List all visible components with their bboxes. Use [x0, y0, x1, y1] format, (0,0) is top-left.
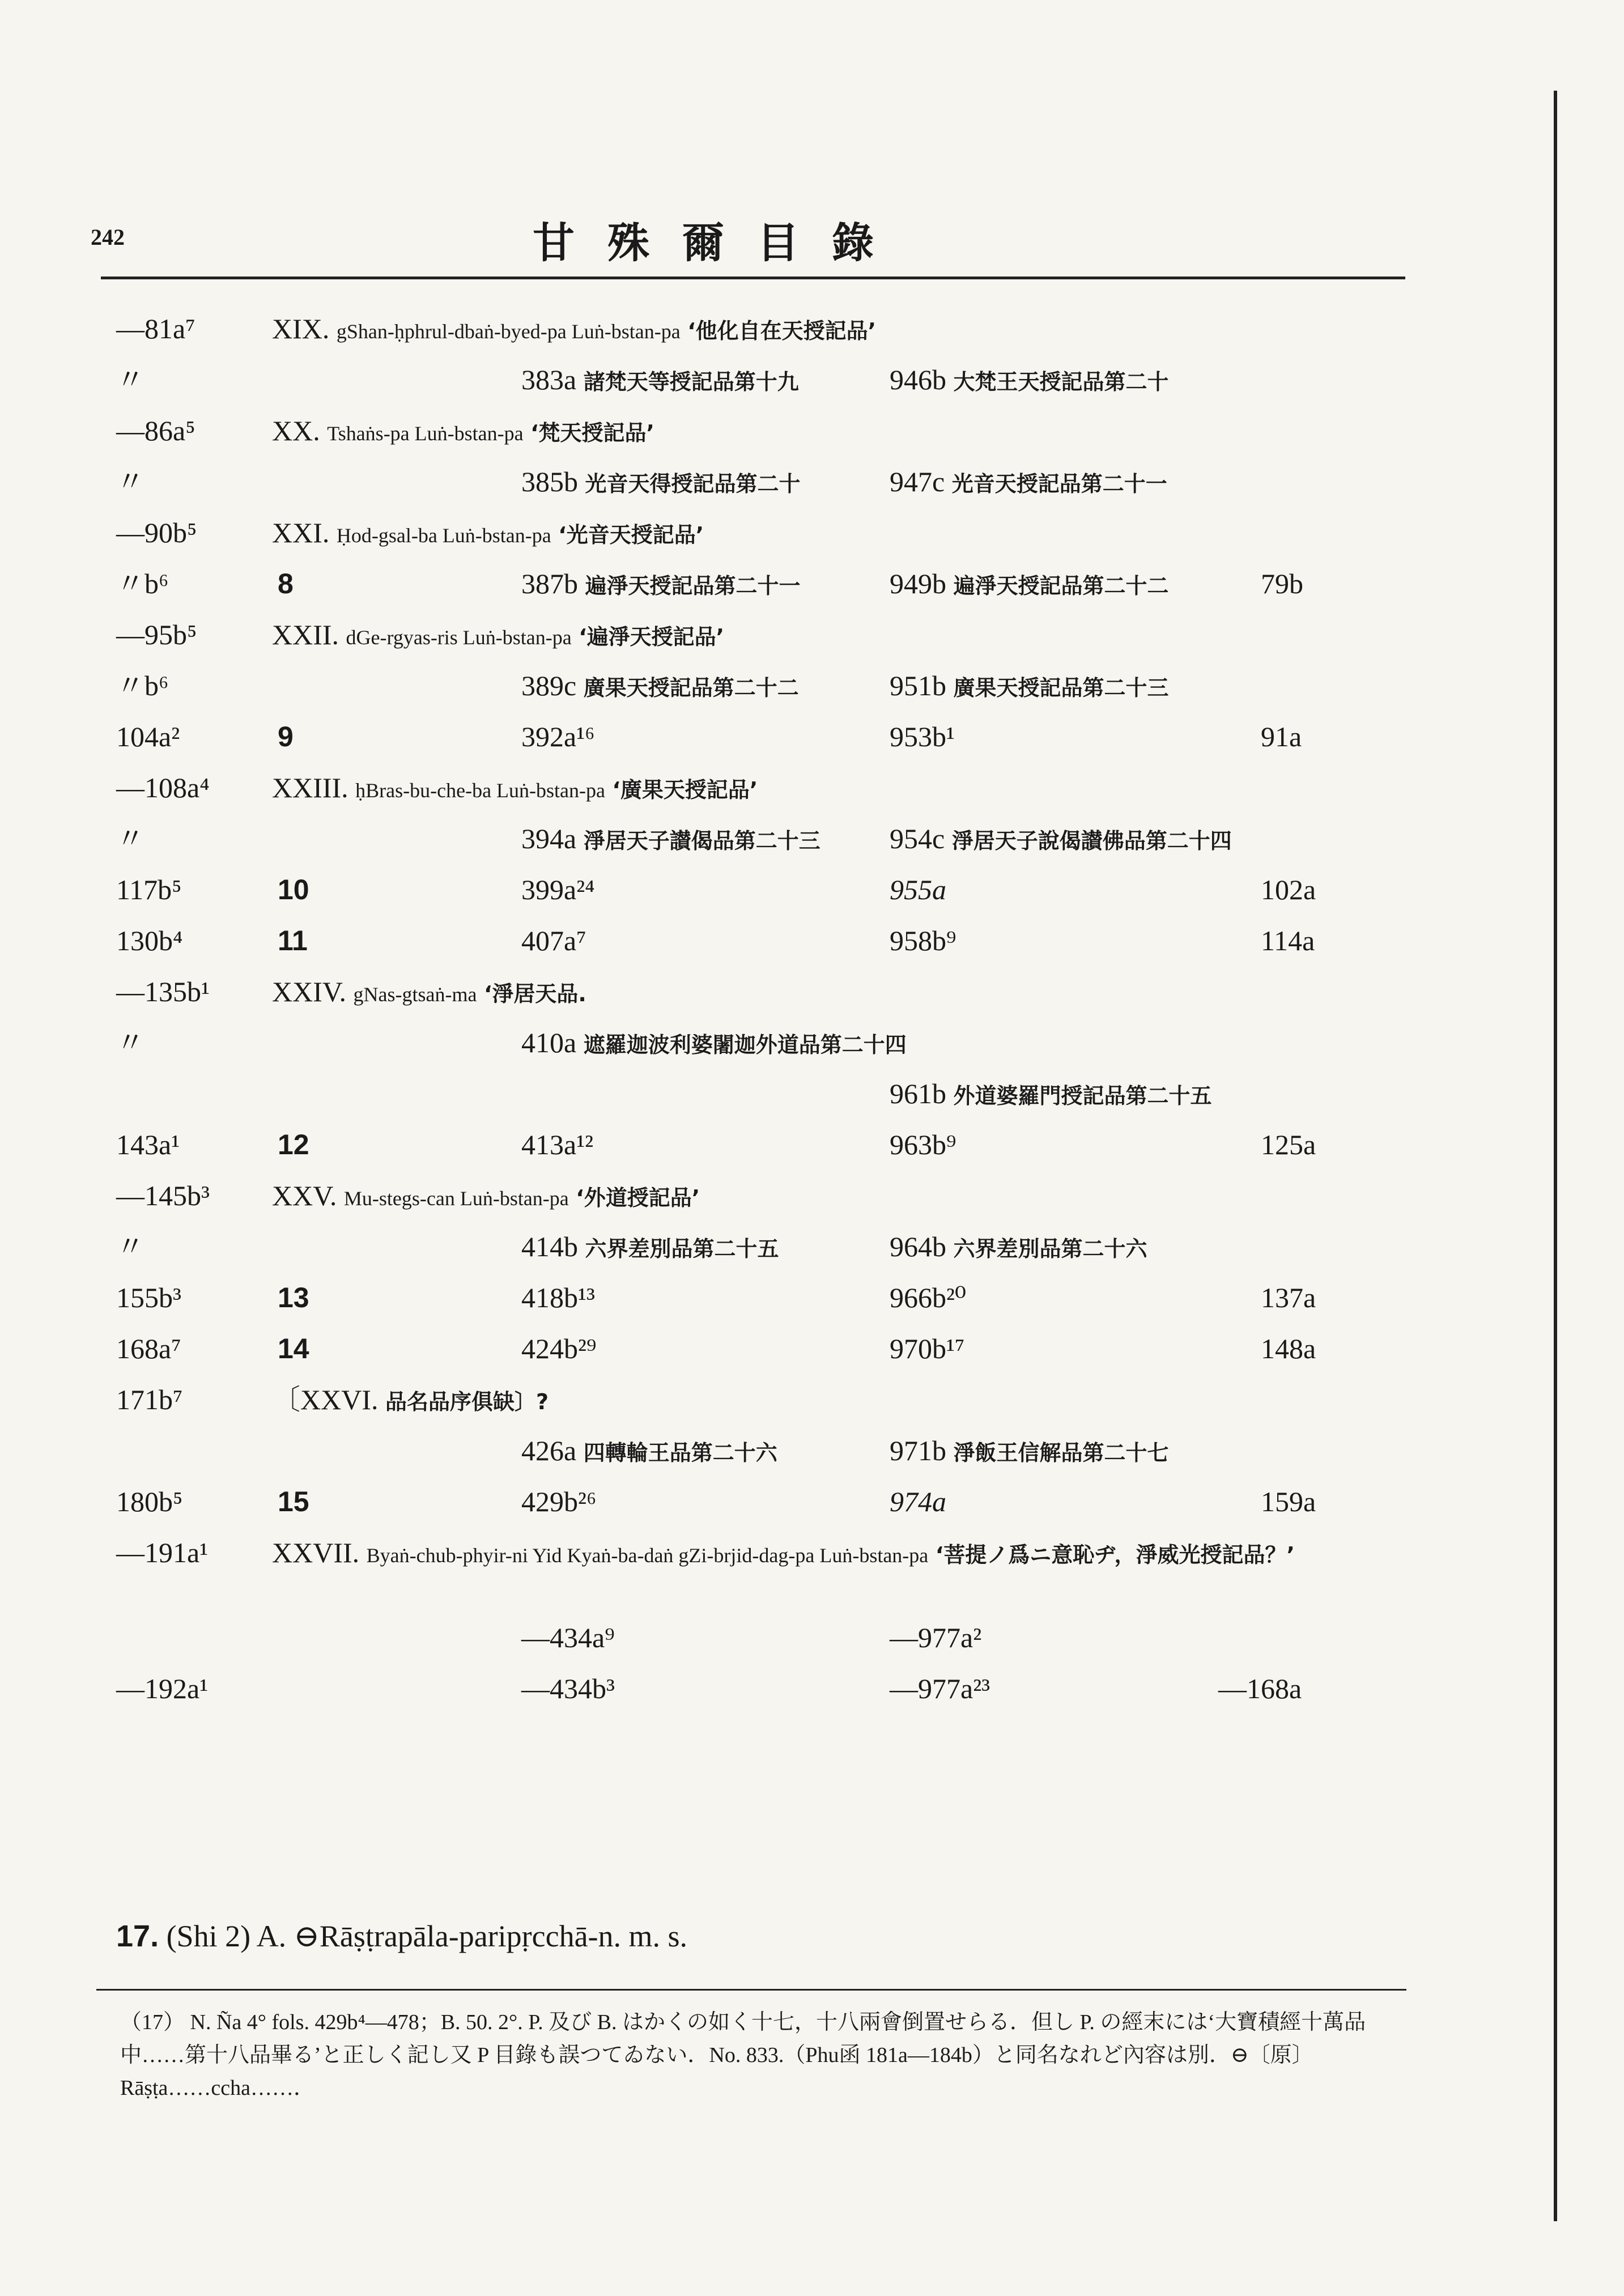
folio-ref: —191a¹ — [116, 1537, 209, 1568]
header-rule — [101, 277, 1405, 279]
chapter-numeral: XXV. — [272, 1180, 337, 1211]
v1-ref — [521, 1330, 596, 1367]
v1-ref — [521, 362, 799, 400]
table-row — [0, 616, 1405, 667]
table-row — [0, 769, 1405, 820]
v1-ref — [521, 1483, 596, 1520]
chapter-title — [272, 311, 876, 350]
v2-ref — [890, 1075, 1212, 1114]
page-ref: 125a — [1261, 1129, 1316, 1160]
table-row — [0, 1126, 1405, 1177]
table-row — [0, 1228, 1405, 1279]
chapter-numeral: XXI. — [272, 517, 330, 549]
entry-number: 17. — [116, 1919, 159, 1953]
v2-ref — [890, 1279, 966, 1316]
page-ref: 964b — [890, 1231, 946, 1262]
v2-ref — [890, 1126, 956, 1163]
folio-ref: 130b⁴ — [116, 925, 183, 956]
page-ref: 966b²⁰ — [890, 1282, 967, 1313]
tibetan-title: dGe-rgyas-ris Luṅ-bstan-pa — [346, 626, 572, 649]
page-ref: 385b — [521, 466, 578, 498]
folio-ref: —135b¹ — [116, 976, 210, 1007]
v2-ref — [890, 1432, 1169, 1471]
section-number: 13 — [278, 1282, 309, 1313]
folio-ref: 180b⁵ — [116, 1486, 183, 1517]
chapter-label: 淨飯王信解品第二十七 — [953, 1440, 1169, 1465]
footnote: （17） N. Ña 4° fols. 429b⁴—478；B. 50. 2°. P. 及び B. はかくの如く十七，十八兩會倒置せらる．但し P. の經末には‘大寶積經十萬品中……第十八品畢る’と正しく記し又 P 目錄も誤つてゐない．No. 833.（Phu函 181a—184b）と同名なれど內容は別．⊖〔原〕Rāṣṭa……ccha……． — [120, 2010, 1366, 2100]
page-ref: 383a — [521, 364, 577, 396]
chapter-title — [272, 616, 724, 656]
folio-ref: 〃 — [116, 823, 144, 854]
page-ref: 159a — [1261, 1486, 1316, 1517]
page-ref: —434b³ — [521, 1673, 615, 1704]
v3-ref — [1261, 871, 1316, 908]
v3-ref — [1261, 1126, 1316, 1163]
chinese-title: ‘光音天授記品’ — [558, 522, 704, 547]
page-ref: 949b — [890, 568, 946, 599]
section-number: 11 — [278, 925, 308, 956]
v1-ref — [521, 1279, 595, 1316]
page-ref: 114a — [1261, 925, 1315, 956]
v1-ref — [521, 820, 820, 859]
v3-ref — [1261, 1279, 1316, 1316]
folio-ref: 117b⁵ — [116, 874, 182, 905]
table-row — [0, 1381, 1405, 1432]
page-ref: 392a¹⁶ — [521, 721, 595, 752]
page-ref: 429b²⁶ — [521, 1486, 597, 1517]
v2-ref — [890, 1670, 990, 1707]
table-row — [0, 973, 1405, 1024]
chinese-title: ‘梵天授記品’ — [530, 420, 654, 445]
chapter-numeral: 〔XXVI. — [272, 1384, 379, 1415]
chapter-title — [272, 1177, 700, 1217]
chinese-title: ‘他化自在天授記品’ — [687, 318, 877, 343]
v2-ref — [890, 820, 1232, 859]
page-ref: 418b¹³ — [521, 1282, 595, 1313]
folio-ref: —86a⁵ — [116, 415, 195, 447]
v1-ref — [521, 464, 801, 502]
table-row — [0, 667, 1405, 718]
tibetan-title: Tshaṅs-pa Luṅ-bstan-pa — [327, 422, 524, 445]
v1-ref — [521, 1126, 593, 1163]
table-row — [0, 515, 1405, 566]
chapter-numeral: XXII. — [272, 619, 339, 650]
chapter-label: 六界差別品第二十六 — [953, 1236, 1147, 1261]
chapter-label: 淨居天子讃偈品第二十三 — [583, 828, 820, 853]
table-row — [0, 413, 1405, 464]
table-row — [0, 718, 1405, 769]
page-ref: 946b — [890, 364, 946, 396]
page-ref: 399a²⁴ — [521, 874, 595, 905]
v2-ref — [890, 566, 1169, 604]
chapter-title — [272, 769, 758, 809]
page-ref: 410a — [521, 1027, 577, 1058]
tibetan-title: Byaṅ-chub-phyir-ni Yid Kyaṅ-ba-daṅ gZi-brjid-dag-pa Luṅ-bstan-pa — [366, 1544, 929, 1567]
table-row — [0, 1075, 1405, 1126]
catalogue-entry — [116, 1918, 687, 1954]
folio-ref: 155b³ — [116, 1282, 181, 1313]
v2-ref — [890, 871, 946, 908]
chapter-numeral: XIX. — [272, 313, 330, 345]
entry-text: (Shi 2) A. ⊖Rāṣṭrapāla-paripṛcchā-n. m. s. — [166, 1919, 688, 1953]
v3-ref — [1261, 566, 1303, 602]
page-ref: 79b — [1261, 568, 1303, 599]
chapter-label: 廣果天授記品第二十二 — [583, 675, 799, 700]
page-number: 242 — [91, 224, 125, 250]
folio-ref: 143a¹ — [116, 1129, 180, 1160]
folio-ref: 104a² — [116, 721, 180, 752]
chinese-title: ‘廣果天授記品’ — [612, 777, 758, 802]
table-row — [0, 1432, 1405, 1483]
chapter-label: 廣果天授記品第二十三 — [953, 675, 1169, 700]
v1-ref — [521, 922, 586, 959]
table-row — [0, 1279, 1405, 1330]
chapter-title — [272, 413, 654, 452]
chapter-label: 諸梵天等授記品第十九 — [583, 369, 799, 394]
folio-ref: —90b⁵ — [116, 517, 197, 549]
page-ref: 971b — [890, 1435, 946, 1466]
chapter-title — [272, 515, 704, 554]
chapter-label: 遍淨天授記品第二十一 — [585, 573, 801, 598]
table-row — [0, 820, 1405, 871]
v3-ref — [1261, 1330, 1316, 1367]
section-number: 15 — [278, 1486, 309, 1517]
folio-ref: 〃 — [116, 1027, 144, 1058]
chapter-label: 四轉輪王品第二十六 — [583, 1440, 777, 1465]
page-ref: 137a — [1261, 1282, 1316, 1313]
table-row — [0, 1483, 1405, 1534]
table-row — [0, 1177, 1405, 1228]
chapter-numeral: XXVII. — [272, 1537, 360, 1568]
folio-ref: 〃 — [116, 466, 144, 498]
chinese-title: 品名品序俱缺〕? — [385, 1389, 549, 1414]
chinese-title: ‘遍淨天授記品’ — [579, 624, 725, 649]
v2-ref — [890, 1228, 1147, 1267]
chapter-label: 光音天授記品第二十一 — [951, 471, 1167, 496]
folio-ref: —81a⁷ — [116, 313, 195, 345]
v3-ref — [1261, 922, 1315, 959]
folio-ref: —95b⁵ — [116, 619, 197, 650]
page-ref: 961b — [890, 1078, 946, 1109]
chapter-label: 大梵王天授記品第二十 — [953, 369, 1169, 394]
tibetan-title: Ḥod-gsal-ba Luṅ-bstan-pa — [336, 524, 551, 547]
table-row — [0, 311, 1405, 362]
chinese-title: ‘淨居天品. — [483, 981, 586, 1006]
page-ref: 951b — [890, 670, 946, 701]
page-ref: —168a — [1218, 1673, 1302, 1704]
footnote-rule — [96, 1989, 1406, 1991]
table-row — [0, 1534, 1405, 1619]
v2-ref — [890, 718, 955, 755]
page-ref: 426a — [521, 1435, 577, 1466]
page-ref: 974a — [890, 1486, 946, 1517]
table-row — [0, 464, 1405, 515]
v2-ref — [890, 667, 1169, 706]
section-number: 12 — [278, 1129, 309, 1160]
table-row — [0, 1619, 1405, 1670]
tibetan-title: gNas-gtsaṅ-ma — [353, 983, 477, 1006]
chapter-numeral: XXIII. — [272, 772, 348, 803]
v1-ref — [521, 1432, 777, 1471]
page-ref: —434a⁹ — [521, 1622, 615, 1653]
chinese-title: ‘外道授記品’ — [576, 1185, 700, 1210]
folio-ref: —192a¹ — [116, 1673, 209, 1704]
chapter-title — [272, 1534, 1366, 1574]
page-ref: 387b — [521, 568, 578, 599]
chapter-numeral: XX. — [272, 415, 320, 447]
chapter-label: 光音天得授記品第二十 — [585, 471, 801, 496]
page-ref: 955a — [890, 874, 946, 905]
page-ref: 148a — [1261, 1333, 1316, 1364]
section-number: 10 — [278, 874, 309, 905]
folio-ref: 〃b⁶ — [116, 670, 169, 701]
page-ref: 958b⁹ — [890, 925, 956, 956]
v1-ref — [521, 718, 595, 755]
folio-ref: —108a⁴ — [116, 772, 210, 803]
table-row — [0, 1330, 1405, 1381]
folio-ref: 〃 — [116, 364, 144, 396]
page-ref: —977a² — [890, 1622, 982, 1653]
v1-ref — [521, 1670, 615, 1707]
table-row — [0, 1024, 1405, 1075]
running-title: 甘殊爾目錄 — [533, 220, 907, 267]
section-number: 9 — [278, 721, 294, 752]
chapter-label: 六界差別品第二十五 — [585, 1236, 779, 1261]
v1-ref — [521, 1619, 615, 1656]
folio-ref: 〃b⁶ — [116, 568, 169, 599]
table-row — [0, 1670, 1405, 1721]
section-number: 8 — [278, 568, 294, 599]
tibetan-title: gShan-ḥphrul-dbaṅ-byed-pa Luṅ-bstan-pa — [336, 320, 681, 343]
v1-ref — [521, 871, 595, 908]
page-ref: 953b¹ — [890, 721, 955, 752]
chapter-label: 淨居天子說偈讃佛品第二十四 — [951, 828, 1232, 853]
v2-ref — [890, 362, 1169, 400]
folio-ref: 〃 — [116, 1231, 144, 1262]
v1-ref — [521, 566, 801, 604]
v3-ref — [1261, 1483, 1316, 1520]
v3-ref — [1218, 1670, 1302, 1707]
page-ref: 91a — [1261, 721, 1302, 752]
page-ref: 947c — [890, 466, 945, 498]
page-ref: 970b¹⁷ — [890, 1333, 965, 1364]
v2-ref — [890, 1619, 981, 1656]
page-ref: 424b²⁹ — [521, 1333, 597, 1364]
page-ref: 963b⁹ — [890, 1129, 956, 1160]
folio-ref: —145b³ — [116, 1180, 210, 1211]
page-ref: 407a⁷ — [521, 925, 586, 956]
chapter-title — [272, 1381, 549, 1420]
page-ref: 414b — [521, 1231, 578, 1262]
v2-ref — [890, 922, 956, 959]
catalogue-table — [0, 311, 1405, 1721]
tibetan-title: Mu-stegs-can Luṅ-bstan-pa — [343, 1187, 569, 1210]
folio-ref: 171b⁷ — [116, 1384, 183, 1415]
page-ref: 389c — [521, 670, 577, 701]
chapter-label: 遮羅迦波利婆闍迦外道品第二十四 — [583, 1032, 907, 1057]
chapter-title — [272, 973, 586, 1013]
table-row — [0, 922, 1405, 973]
page-edge-rule — [1554, 91, 1557, 2221]
chapter-label: 外道婆羅門授記品第二十五 — [953, 1083, 1212, 1108]
page-ref: 102a — [1261, 874, 1316, 905]
v1-ref — [521, 1024, 907, 1063]
table-row — [0, 871, 1405, 922]
table-row — [0, 362, 1405, 413]
v1-ref — [521, 1228, 779, 1267]
v2-ref — [890, 1483, 946, 1520]
page-ref: 954c — [890, 823, 945, 854]
chinese-title: ‘菩提ノ爲ニ意恥ヂ，淨威光授記品？’ — [935, 1542, 1295, 1567]
v3-ref — [1261, 718, 1302, 755]
tibetan-title: ḥBras-bu-che-ba Luṅ-bstan-pa — [355, 779, 605, 802]
v2-ref — [890, 464, 1167, 502]
v2-ref — [890, 1330, 964, 1367]
table-row — [0, 566, 1405, 616]
v1-ref — [521, 667, 799, 706]
chapter-numeral: XXIV. — [272, 976, 347, 1007]
page-ref: 413a¹² — [521, 1129, 594, 1160]
chapter-label: 遍淨天授記品第二十二 — [953, 573, 1169, 598]
page-ref: —977a²³ — [890, 1673, 990, 1704]
section-number: 14 — [278, 1333, 309, 1364]
folio-ref: 168a⁷ — [116, 1333, 181, 1364]
page-ref: 394a — [521, 823, 577, 854]
